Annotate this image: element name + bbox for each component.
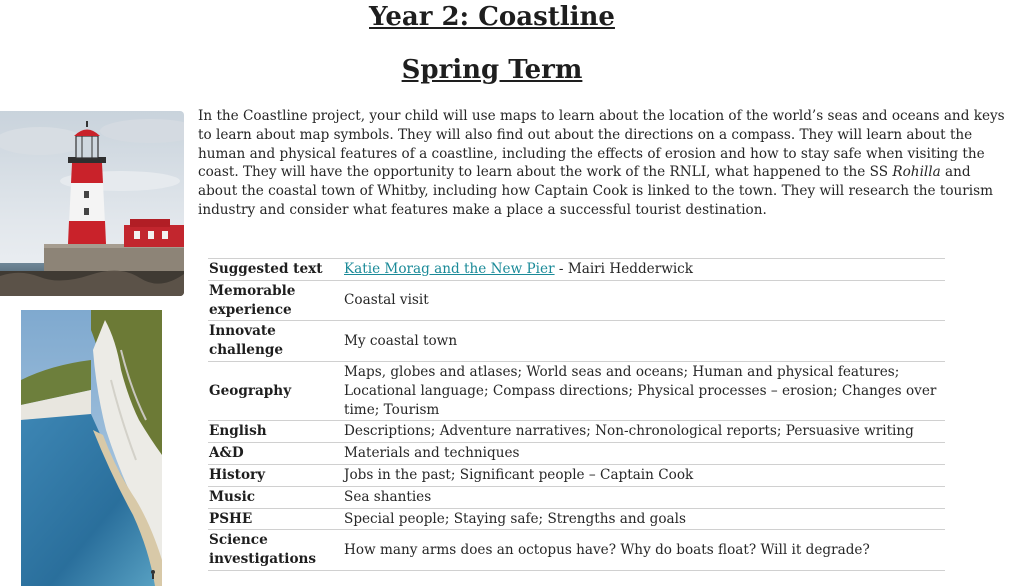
table-row bbox=[208, 443, 945, 465]
intro-text-part1: In the Coastline project, your child will use maps to learn about the location of the world’s seas and oceans and keys to learn about map symbols. They will also find out about the directions on a compass. They will learn about the human and physical features of a coastline, including the effects of erosion and how to stay safe when visiting the coast. They will have the opportunity to learn about the work of the RNLI, what happened to the SS bbox=[198, 108, 1005, 181]
table-row bbox=[208, 361, 945, 420]
row-label: PSHE bbox=[208, 508, 343, 530]
row-label: Memorable experience bbox=[208, 280, 343, 321]
page-subtitle: Spring Term bbox=[401, 55, 583, 85]
white-cliffs-photo bbox=[21, 310, 162, 586]
row-label: Science investigations bbox=[208, 530, 343, 571]
row-value: Materials and techniques bbox=[343, 443, 945, 465]
table-row bbox=[208, 508, 945, 530]
table-row bbox=[208, 321, 945, 362]
intro-text-part2: and about the coastal town of Whitby, including how Captain Cook is linked to the town. They will research the tourism industry and consider what features make a place a successful tourist destination. bbox=[198, 164, 993, 218]
row-label: History bbox=[208, 464, 343, 486]
row-label: Geography bbox=[208, 361, 343, 420]
ship-name: Rohilla bbox=[892, 164, 941, 181]
row-value: Maps, globes and atlases; World seas and oceans; Human and physical features; Locational language; Compass directions; Physical processes – erosion; Changes over time; Tourism bbox=[343, 361, 945, 420]
row-label: A&D bbox=[208, 443, 343, 465]
curriculum-table bbox=[208, 258, 945, 571]
table-row bbox=[208, 486, 945, 508]
lighthouse-photo bbox=[0, 111, 184, 296]
row-label: Innovate challenge bbox=[208, 321, 343, 362]
row-value: Sea shanties bbox=[343, 486, 945, 508]
row-label: Suggested text bbox=[208, 259, 343, 281]
table-row-suggested-text bbox=[208, 259, 945, 281]
row-value: Descriptions; Adventure narratives; Non-chronological reports; Persuasive writing bbox=[343, 421, 945, 443]
table-row bbox=[208, 530, 945, 571]
intro-paragraph bbox=[198, 107, 1013, 220]
page-title: Year 2: Coastline bbox=[369, 2, 615, 32]
table-row bbox=[208, 421, 945, 443]
book-author: - Mairi Hedderwick bbox=[554, 261, 694, 277]
row-value: Jobs in the past; Significant people – Captain Cook bbox=[343, 464, 945, 486]
row-value: How many arms does an octopus have? Why do boats float? Will it degrade? bbox=[343, 530, 945, 571]
row-value: My coastal town bbox=[343, 321, 945, 362]
book-link[interactable]: Katie Morag and the New Pier bbox=[344, 261, 555, 277]
table-row bbox=[208, 280, 945, 321]
row-value bbox=[343, 259, 945, 281]
row-label: Music bbox=[208, 486, 343, 508]
row-label: English bbox=[208, 421, 343, 443]
row-value: Special people; Staying safe; Strengths and goals bbox=[343, 508, 945, 530]
row-value: Coastal visit bbox=[343, 280, 945, 321]
table-row bbox=[208, 464, 945, 486]
